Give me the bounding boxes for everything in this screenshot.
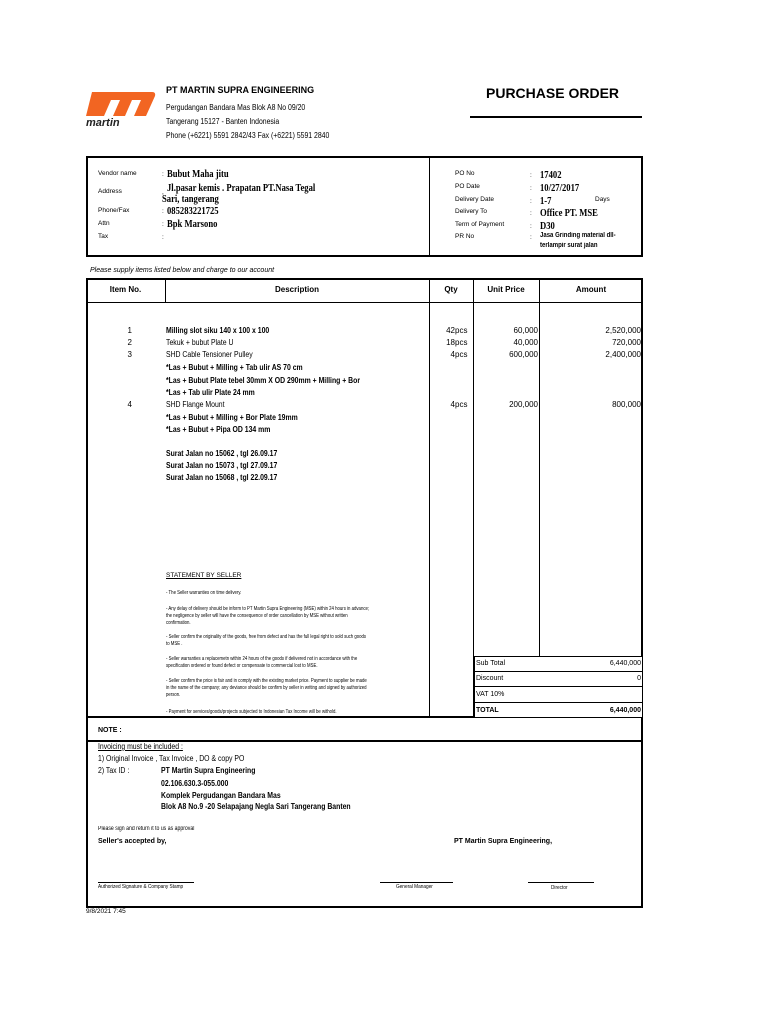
colon: : bbox=[530, 223, 532, 230]
surat-jalan-line: Surat Jalan no 15068 , tgl 22.09.17 bbox=[166, 473, 278, 482]
vendor-attn-label: Attn bbox=[98, 220, 110, 227]
delivery-date-value: 1-7 bbox=[540, 196, 552, 207]
item-description: *Las + Bubut + Pipa OD 134 mm bbox=[166, 425, 271, 434]
item-description: *Las + Bubut + Milling + Tab ulir AS 70 cm bbox=[166, 363, 303, 372]
item-amount: 800,000 bbox=[612, 400, 641, 409]
statement-line: to MSE . bbox=[166, 641, 183, 647]
statement-line: - Seller warranties a replacemetn within 24 hours of the goods if delivered not in accordance with the bbox=[166, 656, 358, 662]
colon: : bbox=[162, 208, 164, 215]
vendor-po-divider bbox=[429, 156, 430, 257]
tax-address-1: Komplek Pergudangan Bandara Mas bbox=[161, 791, 281, 800]
vendor-address-value-1: Jl.pasar kemis . Prapatan PT.Nasa Tegal bbox=[167, 183, 316, 194]
statement-line: - Payment for services/goods/projects subjected to Indonesian Tax Income will be withold. bbox=[166, 709, 337, 715]
statement-line: - Any delay of delivery should be inform to PT Martin Supra Engineering (MSE) within 24 hours in advance; bbox=[166, 606, 370, 612]
statement-line: the negligence by seller will have the consequence of order cancellation by MSE without written bbox=[166, 613, 348, 619]
vendor-attn-value: Bpk Marsono bbox=[167, 219, 218, 230]
delivery-date-unit: Days bbox=[595, 196, 610, 203]
statement-line: - The Seller warranties on time delivery. bbox=[166, 590, 242, 596]
colon: : bbox=[530, 172, 532, 179]
item-description: *Las + Tab ulir Plate 24 mm bbox=[166, 388, 255, 397]
item-no: 1 bbox=[127, 326, 132, 335]
company-phone: Phone (+6221) 5591 2842/43 Fax (+6221) 5591 2840 bbox=[166, 131, 330, 140]
item-unit-price: 60,000 bbox=[513, 326, 538, 335]
item-unit: pcs bbox=[455, 350, 468, 359]
supply-note: Please supply items listed below and charge to our account bbox=[90, 267, 275, 274]
item-unit: pcs bbox=[455, 400, 468, 409]
note-label: NOTE : bbox=[98, 727, 122, 734]
surat-jalan-line: Surat Jalan no 15062 , tgl 26.09.17 bbox=[166, 449, 278, 458]
item-amount: 720,000 bbox=[612, 338, 641, 347]
item-unit-price: 600,000 bbox=[509, 350, 538, 359]
item-qty: 42 bbox=[446, 326, 455, 335]
vendor-name-value: Bubut Maha jitu bbox=[167, 169, 229, 180]
statement-line: specification ordered or found defect or compensate to commercial lost to MSE. bbox=[166, 663, 318, 669]
item-amount: 2,520,000 bbox=[605, 326, 641, 335]
pr-no-value-2: terlampir surat jalan bbox=[540, 242, 598, 249]
item-description: SHD Cable Tensioner Pulley bbox=[166, 350, 253, 359]
logo-wordmark: martin bbox=[86, 117, 120, 129]
vendor-name-label: Vendor name bbox=[98, 170, 137, 177]
authorized-signature-label: Authorized Signature & Company Stamp bbox=[98, 884, 184, 890]
invoicing-tax-id-label: 2) Tax ID : bbox=[98, 766, 130, 775]
item-unit: pcs bbox=[455, 326, 468, 335]
vendor-phone-value: 085283221725 bbox=[167, 206, 219, 217]
term-of-payment-value: D30 bbox=[540, 221, 555, 232]
page-title: PURCHASE ORDER bbox=[486, 85, 620, 101]
pr-no-label: PR No bbox=[455, 233, 475, 240]
subtotal-value: 6,440,000 bbox=[609, 660, 641, 667]
col-header-description: Description bbox=[274, 285, 319, 294]
delivery-to-value: Office PT. MSE bbox=[540, 208, 598, 219]
footer-timestamp: 9/8/2021 7:45 bbox=[86, 908, 126, 915]
vat-label: VAT 10% bbox=[476, 691, 505, 698]
vendor-address-value-2: Sari, tangerang bbox=[162, 194, 219, 205]
invoicing-title: Invoicing must be included : bbox=[98, 742, 183, 751]
signature-line-director bbox=[528, 882, 594, 883]
colon: : bbox=[530, 185, 532, 192]
item-no: 2 bbox=[127, 338, 132, 347]
item-description: *Las + Bubut Plate tebel 30mm X OD 290mm + Milling + Bor bbox=[166, 376, 361, 385]
item-description: *Las + Bubut + Milling + Bor Plate 19mm bbox=[166, 413, 298, 422]
colon: : bbox=[162, 171, 164, 178]
statement-line: in the name of the company; any deviance should be confirm by seller in writing and signed by authorized bbox=[166, 685, 367, 691]
tax-address-2: Blok A8 No.9 -20 Selapajang Negla Sari Tangerang Banten bbox=[161, 802, 351, 811]
totals-divider-v bbox=[539, 656, 540, 718]
signature-line-seller bbox=[98, 882, 194, 883]
item-qty: 4 bbox=[450, 400, 455, 409]
item-description: Milling slot siku 140 x 100 x 100 bbox=[166, 326, 270, 335]
col-header-unit-price: Unit Price bbox=[487, 285, 525, 294]
item-qty: 4 bbox=[450, 350, 455, 359]
general-manager-label: General Manager bbox=[396, 884, 433, 890]
col-header-item: Item No. bbox=[109, 285, 142, 294]
item-description: SHD Flange Mount bbox=[166, 400, 225, 409]
item-no: 4 bbox=[127, 400, 132, 409]
item-unit: pcs bbox=[455, 338, 468, 347]
company-signatory: PT Martin Supra Engineering, bbox=[454, 838, 553, 845]
item-qty: 18 bbox=[446, 338, 455, 347]
item-unit-price: 200,000 bbox=[509, 400, 538, 409]
total-value: 6,440,000 bbox=[609, 707, 641, 714]
vendor-address-label: Address bbox=[98, 188, 122, 195]
colon: : bbox=[530, 198, 532, 205]
colon: : bbox=[530, 210, 532, 217]
totals-row-line bbox=[473, 686, 643, 687]
delivery-date-label: Delivery Date bbox=[455, 196, 495, 203]
colon: , bbox=[162, 189, 164, 196]
company-address-2: Tangerang 15127 - Banten Indonesia bbox=[166, 117, 280, 126]
item-amount: 2,400,000 bbox=[605, 350, 641, 359]
director-label: Director bbox=[551, 885, 568, 891]
po-date-label: PO Date bbox=[455, 183, 480, 190]
colon: : bbox=[162, 234, 164, 241]
discount-label: Discount bbox=[476, 675, 504, 682]
item-description: Tekuk + bubut Plate U bbox=[166, 338, 234, 347]
company-name: PT MARTIN SUPRA ENGINEERING bbox=[166, 85, 315, 95]
sign-instruction: Please sign and return it to us as approval bbox=[98, 826, 195, 832]
po-no-value: 17402 bbox=[540, 170, 562, 181]
invoicing-line-1: 1) Original Invoice , Tax Invoice , DO & copy PO bbox=[98, 754, 245, 763]
table-header-divider bbox=[86, 302, 643, 303]
vendor-phone-label: Phone/Fax bbox=[98, 207, 130, 214]
statement-line: - Seller confirm the price is fair and in comply with the existing market price. Payment to supplier be made bbox=[166, 678, 367, 684]
delivery-to-label: Delivery To bbox=[455, 208, 488, 215]
item-unit-price: 40,000 bbox=[513, 338, 538, 347]
title-underline bbox=[470, 116, 642, 118]
seller-accepted-by: Seller's accepted by, bbox=[98, 838, 167, 845]
tax-company-name: PT Martin Supra Engineering bbox=[161, 766, 256, 775]
statement-line: person. bbox=[166, 692, 181, 698]
statement-line: - Seller confirm the originality of the goods, free from defect and has the full legal right to sold such goods bbox=[166, 634, 367, 640]
colon: : bbox=[530, 234, 532, 241]
term-of-payment-label: Term of Payment bbox=[455, 221, 505, 228]
pr-no-value-1: Jasa Grinding material dll- bbox=[540, 232, 616, 239]
statement-title: STATEMENT BY SELLER bbox=[166, 572, 242, 579]
tax-id-number: 02.106.630.3-055.000 bbox=[161, 779, 229, 788]
signature-line-gm bbox=[380, 882, 453, 883]
total-label: TOTAL bbox=[476, 707, 499, 714]
vendor-tax-label: Tax bbox=[98, 233, 109, 240]
discount-value: 0 bbox=[637, 675, 641, 682]
surat-jalan-line: Surat Jalan no 15073 , tgl 27.09.17 bbox=[166, 461, 278, 470]
colon: : bbox=[162, 221, 164, 228]
col-header-qty: Qty bbox=[444, 285, 458, 294]
totals-left-border bbox=[473, 656, 475, 718]
totals-row-line bbox=[473, 671, 643, 672]
item-no: 3 bbox=[127, 350, 132, 359]
po-date-value: 10/27/2017 bbox=[540, 183, 580, 194]
company-logo bbox=[82, 86, 158, 130]
company-address-1: Pergudangan Bandara Mas Blok A8 No 09/20 bbox=[166, 103, 306, 112]
totals-row-line bbox=[473, 702, 643, 703]
po-no-label: PO No bbox=[455, 170, 475, 177]
subtotal-label: Sub Total bbox=[476, 660, 506, 667]
statement-line: confirmation. bbox=[166, 620, 191, 626]
col-header-amount: Amount bbox=[575, 285, 607, 294]
